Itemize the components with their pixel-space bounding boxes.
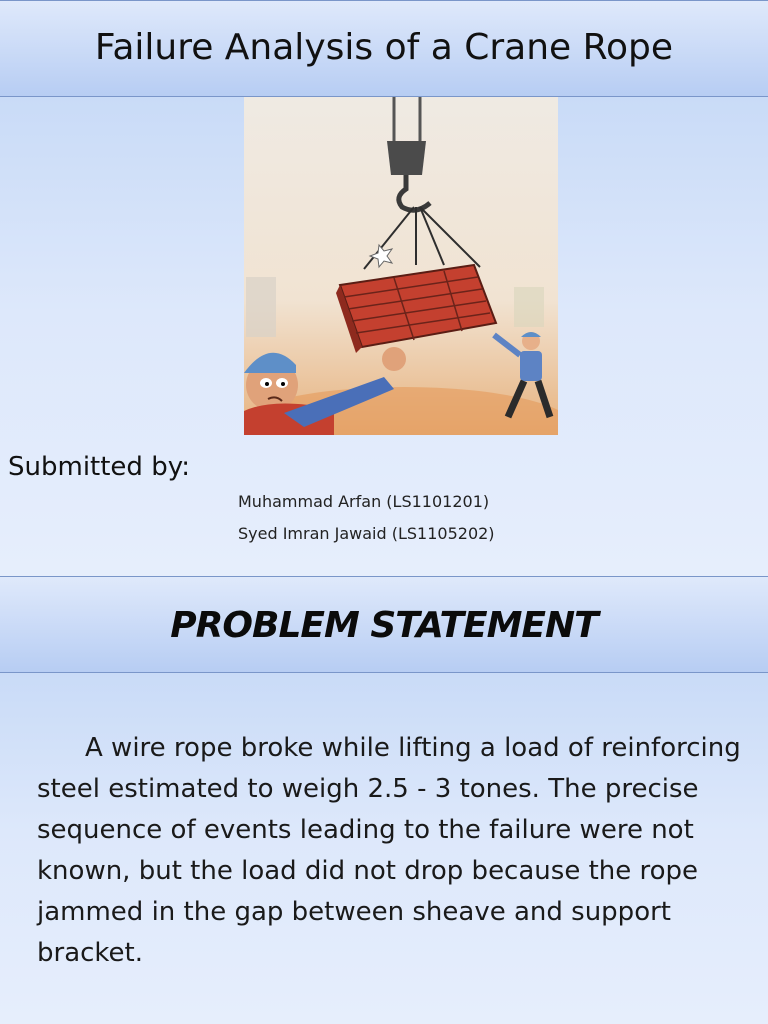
section-heading: PROBLEM STATEMENT bbox=[170, 605, 598, 646]
problem-statement-text: A wire rope broke while lifting a load of reinforcing steel estimated to weigh 2.5 - 3 tones. The precise sequence of events leading to the failure were not known, but the load did not drop because the rope jammed in the gap between sheave and support bracket. bbox=[37, 733, 741, 968]
title-band bbox=[0, 0, 768, 97]
problem-statement-band bbox=[0, 576, 768, 673]
slide-title: Failure Analysis of a Crane Rope bbox=[94, 27, 674, 68]
submitted-by-label: Submitted by: bbox=[8, 452, 190, 482]
crane-load-illustration bbox=[244, 97, 558, 435]
author-2: Syed Imran Jawaid (LS1105202) bbox=[238, 524, 495, 543]
author-1: Muhammad Arfan (LS1101201) bbox=[238, 492, 490, 511]
